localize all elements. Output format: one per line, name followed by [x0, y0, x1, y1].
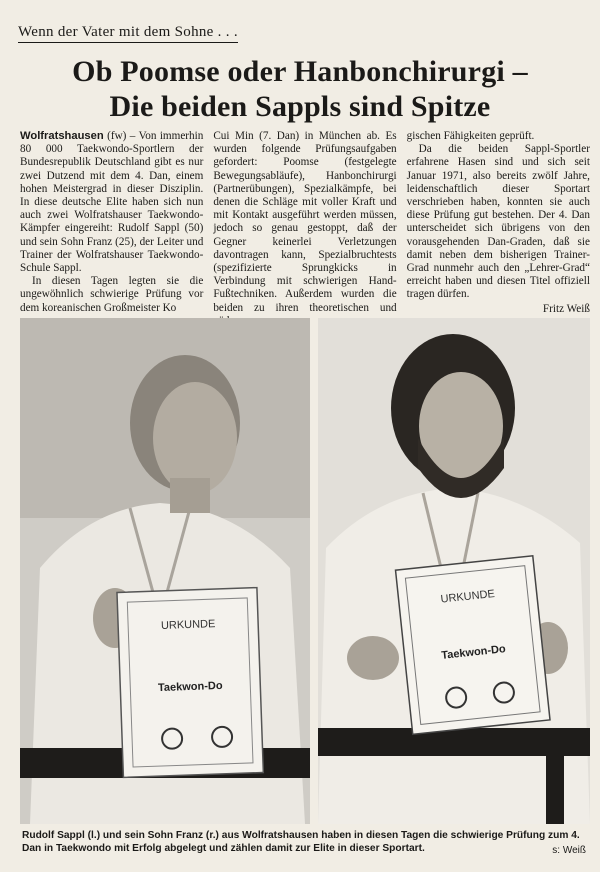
article-kicker: Wenn der Vater mit dem Sohne . . .	[18, 24, 238, 43]
paragraph: Cui Min (7. Dan) in München ab. Es wurden folgende Prüfungsaufgaben gefordert: Poomse (festgelegte Bewegungsabläufe), Hanbonchirurgi (Partnerübungen), Spezialkämpfe, bei denen die Schläge mit voller Kraft und mit Kontakt ausgeführt werden müssen, jedoch so genau gestoppt, daß der Gegner keinerlei Verletzungen davontragen kann, Spezialbruchtests (spezifizierte Sprungkicks in Verbindung mit schwierigen Hand-Fußtechniken. Außerdem wurden die beiden zu ihren theoretischen und	[213, 130, 397, 314]
paragraph: In diesen Tagen legten sie die ungewöhnlich schwierige Prüfung vor dem koreanischen Großmeister Ko	[20, 275, 204, 314]
article-body	[20, 130, 590, 315]
certificate-subject: Taekwon-Do	[157, 679, 223, 695]
certificate-subject: Taekwon-Do	[440, 643, 507, 662]
paragraph: Da die beiden Sappl-Sportler erfahrene Hasen sind und sich seit Januar 1971, also bereits zwölf Jahre, leidenschaftlich dieser Sportart verschrieben haben, konnten sie auch diese Prüfung gut bestehen. Der 4. Dan unterscheidet sich übrigens von den vorausgehenden Dan-Graden, daß sie damit neben dem bisherigen Trainer-Grad nunmehr auch den „Lehrer-Grad“ erreicht haben und diesen Titel offiziell tragen dürfen.	[406, 143, 590, 301]
photo-caption: Rudolf Sappl (l.) und sein Sohn Franz (r.) aus Wolfratshausen haben in diesen Tagen die schwierige Prüfung zum 4. Dan in Taekwondo mit Erfolg abgelegt und zählen damit zur Elite in dieser Sportart.	[22, 830, 580, 854]
headline-line-1: Ob Poomse oder Hanbonchirurgi –	[72, 55, 528, 88]
author-byline: Fritz Weiß	[542, 302, 590, 315]
photo-franz-sappl	[318, 318, 590, 824]
paragraph	[20, 130, 203, 275]
photo-rudolf-sappl	[20, 318, 310, 824]
article-column-1	[20, 130, 204, 314]
paragraph: gischen Fähigkeiten geprüft.	[406, 130, 535, 142]
article-column-2	[213, 130, 397, 314]
headline-line-2: Die beiden Sappls sind Spitze	[109, 90, 491, 123]
photo-credit: s: Weiß	[552, 845, 586, 856]
paragraph-text: (fw) – Von immerhin 80 000 Taekwondo-Sportlern der Bundesrepublik Deutschland gibt es nur zwei Dutzend mit dem 4. Dan, einem hohen Meistergrad in dieser Disziplin. In diese deutsche Elite haben sich nun auch zwei Wolfratshauser Taekwondo-Kämpfer eingereiht: Rudolf Sappl (50) und sein Sohn Franz (25), der Leiter und Trainer der Wolfratshauser Taekwondo-Schule Sappl.	[20, 130, 204, 275]
certificate-title: URKUNDE	[160, 618, 216, 632]
article-column-3	[406, 130, 590, 315]
dateline: Wolfratshausen	[20, 130, 104, 142]
certificate-title: URKUNDE	[440, 587, 496, 606]
